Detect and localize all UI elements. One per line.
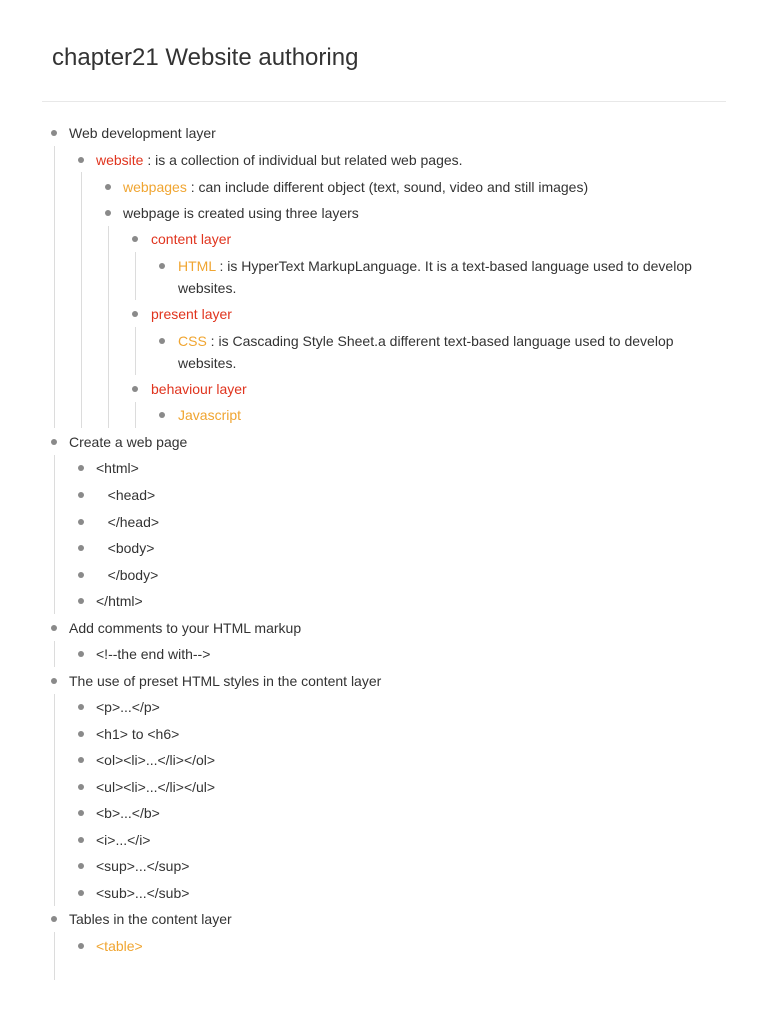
guide-line	[54, 146, 55, 428]
list-item: <i>...</i>	[96, 832, 151, 848]
list-item: <sup>...</sup>	[96, 858, 190, 874]
guide-line	[54, 455, 55, 614]
guide-line	[81, 172, 82, 428]
list-item: <b>...</b>	[96, 805, 160, 821]
bullet-icon	[78, 731, 84, 737]
list-item-content-layer: content layer	[151, 231, 232, 247]
guide-line	[108, 226, 109, 428]
bullet-icon	[51, 130, 57, 136]
keyword-css: CSS	[178, 333, 207, 349]
bullet-icon	[51, 439, 57, 445]
bullet-icon	[159, 412, 165, 418]
section-tables: Tables in the content layer	[69, 911, 232, 927]
list-item: </body>	[96, 567, 159, 583]
guide-line	[54, 694, 55, 906]
bullet-icon	[78, 545, 84, 551]
list-item-present-layer: present layer	[151, 306, 232, 322]
bullet-icon	[78, 519, 84, 525]
guide-line	[135, 252, 136, 300]
page-title: chapter21 Website authoring	[52, 44, 359, 71]
list-item-html	[178, 255, 738, 299]
section-web-development-layer: Web development layer	[69, 125, 216, 141]
list-item-webpages	[123, 176, 588, 198]
guide-line	[54, 641, 55, 667]
bullet-icon	[78, 837, 84, 843]
bullet-icon	[132, 236, 138, 242]
bullet-icon	[78, 598, 84, 604]
definition-text: : is Cascading Style Sheet.a different text-based language used to develop websites.	[178, 333, 674, 371]
keyword-html: HTML	[178, 258, 216, 274]
definition-text: : is HyperText MarkupLanguage. It is a text-based language used to develop websites.	[178, 258, 692, 296]
bullet-icon	[78, 572, 84, 578]
bullet-icon	[78, 810, 84, 816]
bullet-icon	[78, 890, 84, 896]
list-item: <p>...</p>	[96, 699, 160, 715]
guide-line	[54, 932, 55, 980]
list-item-three-layers: webpage is created using three layers	[123, 205, 359, 221]
list-item: </head>	[96, 514, 160, 530]
keyword-website: website	[96, 152, 144, 168]
bullet-icon	[78, 704, 84, 710]
section-add-comments: Add comments to your HTML markup	[69, 620, 302, 636]
list-item: <ul><li>...</li></ul>	[96, 779, 216, 795]
list-item: <html>	[96, 460, 139, 476]
bullet-icon	[78, 157, 84, 163]
bullet-icon	[159, 263, 165, 269]
list-item: <h1> to <h6>	[96, 726, 180, 742]
bullet-icon	[132, 311, 138, 317]
list-item: <sub>...</sub>	[96, 885, 190, 901]
section-preset-html-styles: The use of preset HTML styles in the content layer	[69, 673, 382, 689]
bullet-icon	[51, 916, 57, 922]
bullet-icon	[78, 757, 84, 763]
list-item-javascript: Javascript	[178, 407, 242, 423]
bullet-icon	[51, 625, 57, 631]
bullet-icon	[159, 338, 165, 344]
guide-line	[135, 402, 136, 428]
list-item: </html>	[96, 593, 143, 609]
bullet-icon	[78, 863, 84, 869]
title-divider	[42, 101, 726, 102]
bullet-icon	[78, 465, 84, 471]
bullet-icon	[78, 492, 84, 498]
list-item-css	[178, 330, 723, 374]
bullet-icon	[105, 184, 111, 190]
list-item: <ol><li>...</li></ol>	[96, 752, 216, 768]
definition-text: : can include different object (text, sound, video and still images)	[186, 179, 589, 195]
list-item-behaviour-layer: behaviour layer	[151, 381, 247, 397]
bullet-icon	[78, 784, 84, 790]
section-create-web-page: Create a web page	[69, 434, 188, 450]
list-item-table: <table>	[96, 938, 143, 954]
keyword-webpages: webpages	[123, 179, 187, 195]
list-item: <head>	[96, 487, 156, 503]
bullet-icon	[78, 651, 84, 657]
bullet-icon	[78, 943, 84, 949]
list-item-website	[96, 149, 463, 171]
list-item: <!--the end with-->	[96, 646, 211, 662]
bullet-icon	[105, 210, 111, 216]
bullet-icon	[51, 678, 57, 684]
bullet-icon	[132, 386, 138, 392]
definition-text: : is a collection of individual but related web pages.	[143, 152, 463, 168]
guide-line	[135, 327, 136, 375]
list-item: <body>	[96, 540, 155, 556]
